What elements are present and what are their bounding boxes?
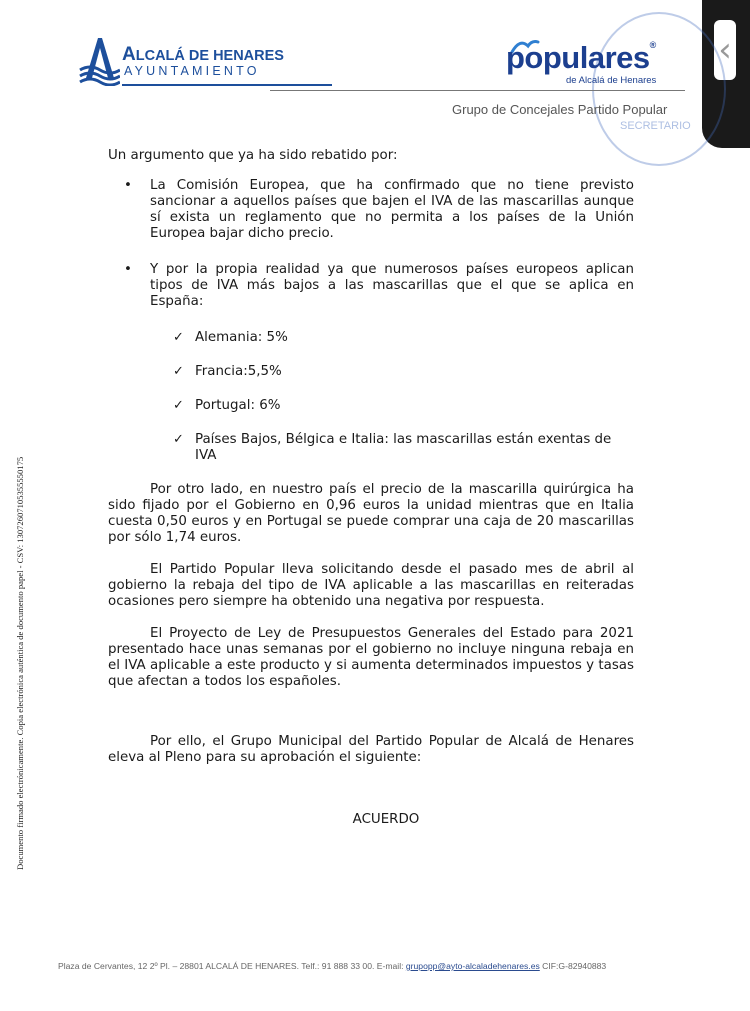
check-text: Portugal: 6% <box>195 398 281 413</box>
footer <box>58 961 606 971</box>
party-subtitle: de Alcalá de Henares <box>566 75 657 86</box>
logo-underline <box>122 84 332 86</box>
paragraph: Por otro lado, en nuestro país el precio de la mascarilla quirúrgica ha sido fijado por el Gobierno en 0,96 euros la unidad mientras que en Italia cuesta 0,50 euros y en Portugal se puede comprar una caja de 20 mascarillas por sólo 1,74 euros. <box>108 482 634 545</box>
bullet-text: Y por la propia realidad ya que numerosos países europeos aplican tipos de IVA más bajos a las mascarillas que el que se aplica en España: <box>150 262 634 309</box>
bullet-item <box>108 262 634 310</box>
group-label: Grupo de Concejales Partido Popular <box>452 102 668 117</box>
intro-text: Un argumento que ya ha sido rebatido por: <box>108 148 398 163</box>
checkmark-icon: ✓ <box>173 364 184 379</box>
paragraph: Por ello, el Grupo Municipal del Partido Popular de Alcalá de Henares eleva al Pleno para su aprobación el siguiente: <box>108 734 634 765</box>
checkmark-icon: ✓ <box>173 330 184 345</box>
check-item <box>108 432 634 464</box>
footer-cif: CIF:G-82940883 <box>539 961 607 971</box>
municipality-subtitle: AYUNTAMIENTO <box>124 64 260 78</box>
bullet-list <box>108 178 634 310</box>
check-item <box>108 398 634 414</box>
checkmark-icon: ✓ <box>173 398 184 413</box>
bullet-text: La Comisión Europea, que ha confirmado que no tiene previsto sancionar a aquellos países que bajen el IVA de las mascarillas aunque sí exista un reglamento que no permita a los países de la Unión Europea bajar dicho precio. <box>150 178 634 241</box>
check-item <box>108 330 634 346</box>
document-body <box>108 148 634 828</box>
chevron-left-icon[interactable]: ‹ <box>714 20 736 80</box>
csv-side-text: Documento firmado electrónicamente. Copia electrónica auténtica de documento papel - CSV: 13072607105355550175 <box>15 456 25 870</box>
populares-logo <box>490 42 690 92</box>
bullet-dot-icon: • <box>124 178 132 193</box>
tower-waves-icon <box>78 34 120 86</box>
municipality-name: ALCALÁ DE HENARES <box>122 44 284 65</box>
acuerdo-heading: ACUERDO <box>352 812 420 827</box>
checkmark-icon: ✓ <box>173 432 184 447</box>
spacer <box>108 706 634 734</box>
check-text: Alemania: 5% <box>195 330 288 345</box>
paragraph: El Partido Popular lleva solicitando desde el pasado mes de abril al gobierno la rebaja del tipo de IVA aplicable a las mascarillas en reiteradas ocasiones pero siempre ha obtenido una negativa por respuesta. <box>108 562 634 609</box>
check-text: Francia:5,5% <box>195 364 282 379</box>
party-brand: populares® <box>506 40 656 75</box>
check-text: Países Bajos, Bélgica e Italia: las mascarillas están exentas de IVA <box>195 432 612 463</box>
bullet-dot-icon: • <box>124 262 132 277</box>
country-rate-list <box>108 330 634 464</box>
paragraph: El Proyecto de Ley de Presupuestos Generales del Estado para 2021 presentado hace unas semanas por el gobierno no incluye ninguna rebaja en el IVA aplicable a este producto y si aumenta determinados impuestos y tasas que afectan a todos los españoles. <box>108 626 634 689</box>
header-rule <box>270 90 685 91</box>
stamp-text: SECRETARIO <box>620 120 691 132</box>
footer-address: Plaza de Cervantes, 12 2º Pl. – 28801 ALCALÁ DE HENARES. Telf.: 91 888 33 00. E-mail: <box>58 961 406 971</box>
ayuntamiento-logo <box>78 34 284 86</box>
bullet-item <box>108 178 634 242</box>
footer-email-link[interactable]: grupopp@ayto-alcaladehenares.es <box>405 961 540 971</box>
check-item <box>108 364 634 380</box>
